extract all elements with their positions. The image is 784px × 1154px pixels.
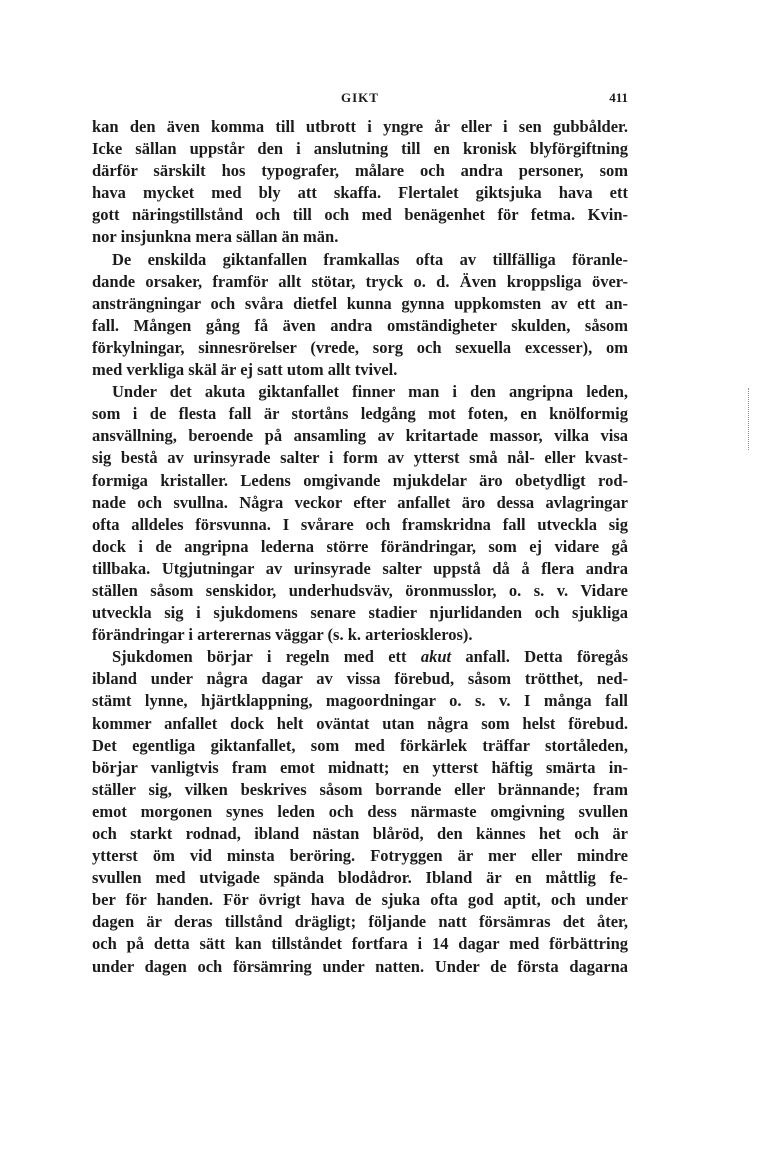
text-line: ansträngningar och svåra dietfel kunna gynna uppkomsten av ett an- [92,293,628,313]
text-line: utveckla sig i sjukdomens senare stadier njurlidanden och sjukliga [92,603,628,623]
text-line: Sjukdomen börjar i regeln med ett akut anfall. Detta föregås [112,647,628,667]
text-line: dock i de angripna lederna större förändringar, som ej vidare gå [92,536,628,556]
text-line: Under det akuta giktanfallet finner man i den angripna leden, [112,382,628,402]
text-line: stämt lynne, hjärtklappning, magoordningar o. s. v. I många fall [92,691,628,711]
text-line: som i de flesta fall är stortåns ledgång mot foten, en knölformig [92,404,628,424]
text-line: förändringar i arterernas väggar (s. k. arterioskleros). [92,625,473,645]
text-line: kan den även komma till utbrott i yngre år eller i sen gubbålder. [92,117,628,136]
body-text [92,116,628,978]
text-line: ansvällning, beroende på ansamling av kritartade massor, vilka visa [92,426,628,446]
text-line: därför särskilt hos typografer, målare och andra personer, som [92,161,628,181]
text-line: ställen såsom senskidor, underhudsväv, öronmusslor, o. s. v. Vidare [92,580,628,600]
text-line: dande orsaker, framför allt stötar, tryck o. d. Även kroppsliga över- [92,271,628,291]
text-line: ställer sig, vilken beskrives såsom borrande eller brännande; fram [92,779,628,799]
emphasis-text: akut [420,647,452,667]
text-line: emot morgonen synes leden och dess närmaste omgivning svullen [92,801,628,821]
text-line: dagen är deras tillstånd drägligt; följande natt försämras det åter, [92,912,628,932]
text-line: fall. Mången gång få även andra omständigheter skulden, såsom [92,315,628,335]
text-line: med verkliga skäl är ej satt utom allt tvivel. [92,360,398,380]
text-line: förkylningar, sinnesrörelser (vrede, sorg och sexuella excesser), om [92,337,628,357]
text-line: Icke sällan uppstår den i anslutning till en kronisk blyförgiftning [92,139,628,159]
text-line: och på detta sätt kan tillståndet fortfara i 14 dagar med förbättring [92,934,628,954]
text-line: nade och svullna. Några veckor efter anfallet äro dessa avlagringar [92,492,628,512]
page-number: 411 [609,90,628,105]
text-line: De enskilda giktanfallen framkallas ofta av tillfälliga föranle- [112,249,628,269]
text-line: ytterst öm vid minsta beröring. Fotryggen är mer eller mindre [92,846,628,866]
text-line: och starkt rodnad, ibland nästan blåröd, den kännes het och är [92,824,628,843]
text-line: ber för handen. För övrigt hava de sjuka ofta god aptit, och under [92,890,628,910]
text-line: kommer anfallet dock helt oväntat utan några som helst förebud. [92,713,628,733]
text-line: under dagen och försämring under natten. Under de första dagarna [92,956,628,976]
text-line: ibland under några dagar av vissa förebud, såsom trötthet, ned- [92,669,628,689]
text-line: börjar vanligtvis fram emot midnatt; en ytterst häftig smärta in- [92,757,628,777]
text-line: formiga kristaller. Ledens omgivande mjukdelar äro obetydligt rod- [92,470,628,490]
text-line: svullen med utvigade spända blodådror. Ibland är en måttlig fe- [92,868,628,888]
text-line: tillbaka. Utgjutningar av urinsyrade salter uppstå då å flera andra [92,558,628,578]
running-head-title: GIKT [341,90,379,105]
text-line: Det egentliga giktanfallet, som med förkärlek träffar stortåleden, [92,735,628,755]
running-head [92,90,628,110]
text-line: sig bestå av urinsyrade salter i form av ytterst små nål- eller kvast- [92,448,628,468]
margin-mark [748,388,750,450]
text-line: nor insjunkna mera sällan än män. [92,227,339,247]
text-line: hava mycket med bly att skaffa. Flertalet giktsjuka hava ett [92,183,628,203]
text-line: ofta alldeles försvunna. I svårare och framskridna fall utveckla sig [92,514,628,534]
text-line: gott näringstillstånd och till och med benägenhet för fetma. Kvin- [92,205,628,225]
